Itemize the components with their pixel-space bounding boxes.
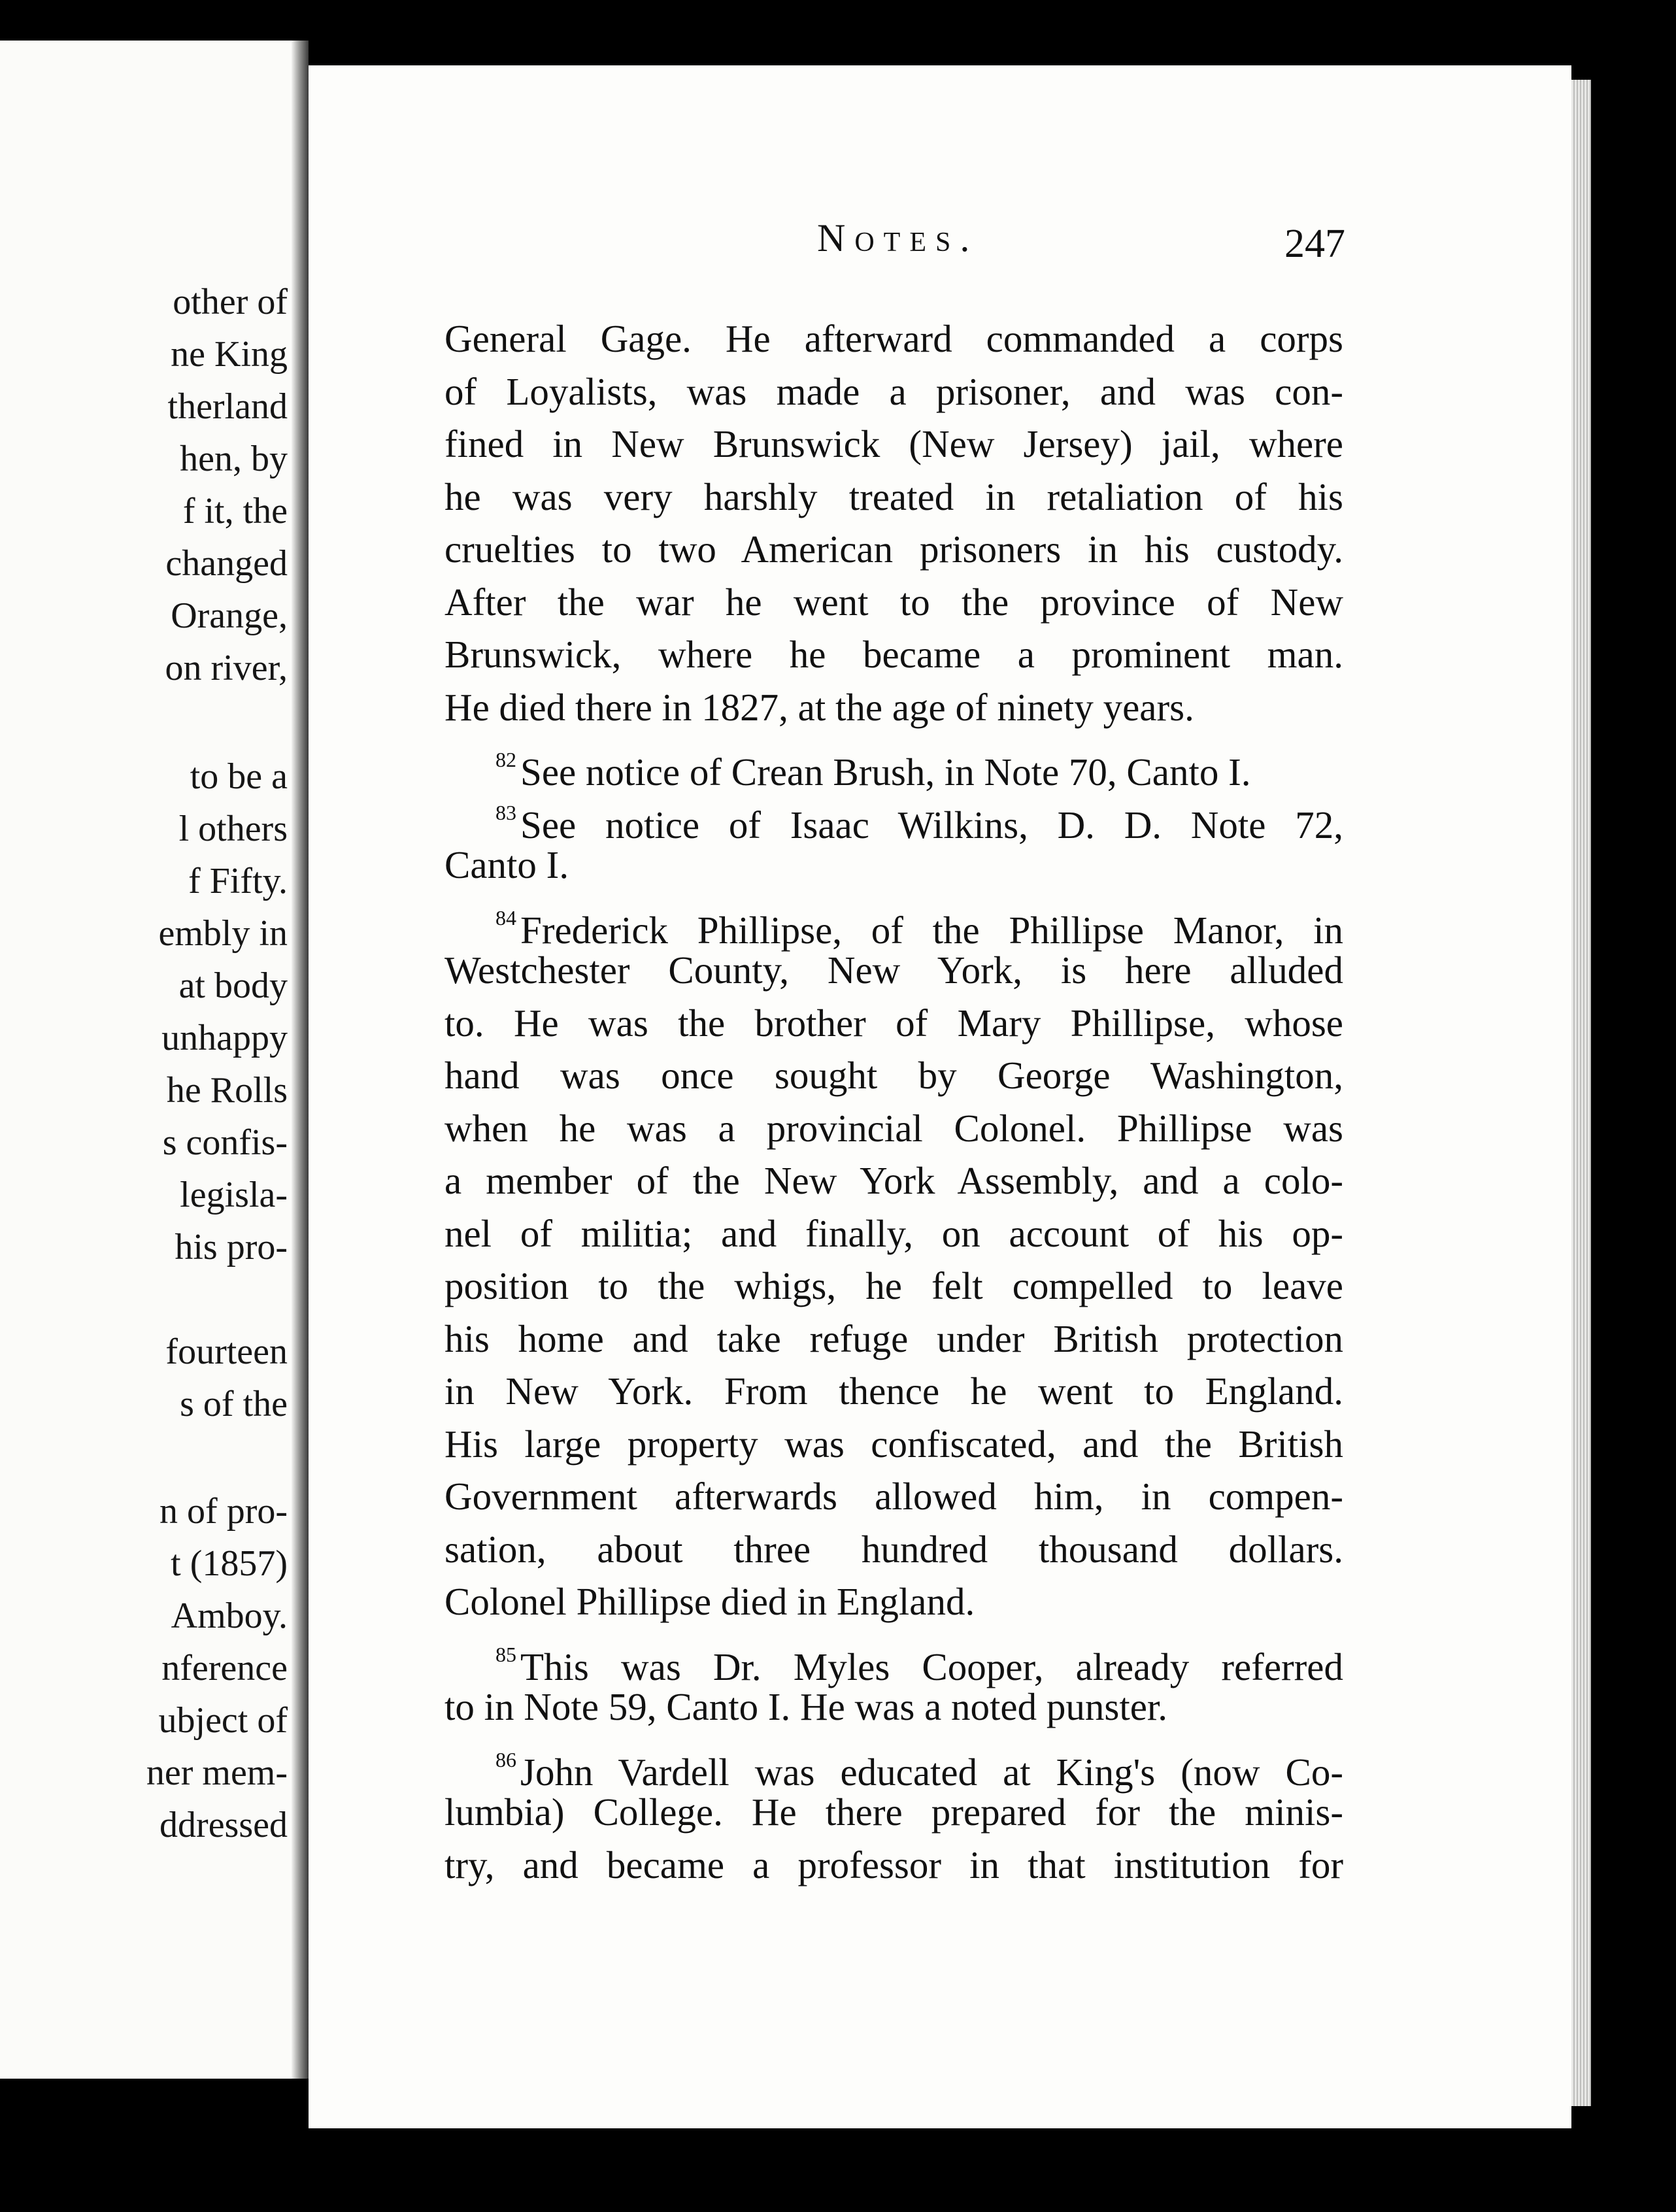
- facing-page-line: ddressed: [159, 1805, 288, 1845]
- line-text: Government afterwards allowed him, in compen-: [444, 1475, 1343, 1518]
- text-line: [444, 471, 1343, 524]
- footnote-start-line: [444, 1734, 1343, 1794]
- facing-page-line: at body: [178, 965, 288, 1006]
- facing-page-line: other of: [173, 282, 288, 322]
- footnote-start-line: [444, 892, 1343, 952]
- facing-page-line: changed: [165, 543, 288, 584]
- facing-page-line: Amboy.: [171, 1596, 288, 1636]
- footnote-start-line: [444, 1628, 1343, 1688]
- facing-page-line: ne King: [171, 334, 288, 375]
- line-text: try, and became a professor in that institution for: [444, 1843, 1343, 1886]
- facing-page-line: he Rolls: [166, 1070, 288, 1111]
- footnote-start-line: [444, 733, 1343, 794]
- facing-page-line: ubject of: [158, 1700, 288, 1741]
- text-line: [444, 1786, 1343, 1839]
- facing-page-line: to be a: [190, 756, 288, 797]
- text-line: [444, 681, 1343, 734]
- text-line: [444, 1681, 1343, 1734]
- gutter-shadow: [292, 41, 309, 2079]
- text-line: [444, 1207, 1343, 1260]
- facing-page-line: s confis-: [162, 1122, 288, 1163]
- line-text: of Loyalists, was made a prisoner, and was con-: [444, 369, 1343, 413]
- line-text: After the war he went to the province of New: [444, 580, 1343, 624]
- facing-page-line: Orange,: [171, 595, 288, 636]
- text-line: [444, 839, 1343, 892]
- line-text: See notice of Isaac Wilkins, D. D. Note 72,: [520, 803, 1343, 846]
- facing-page-line: his pro-: [175, 1227, 288, 1267]
- line-text: Frederick Phillipse, of the Phillipse Manor, in: [520, 908, 1343, 952]
- footnote-number: 84: [495, 905, 516, 930]
- facing-page-line: s of the: [180, 1384, 288, 1424]
- facing-page-line: t (1857): [171, 1543, 288, 1584]
- facing-page: [0, 41, 306, 2079]
- line-text: to. He was the brother of Mary Phillipse, whose: [444, 1001, 1343, 1045]
- footnote-start-line: [444, 786, 1343, 846]
- line-text: sation, about three hundred thousand dollars.: [444, 1527, 1343, 1571]
- footnote-number: 83: [495, 800, 516, 824]
- footnote-number: 86: [495, 1747, 516, 1771]
- line-text: to in Note 59, Canto I. He was a noted punster.: [444, 1685, 1168, 1728]
- line-text: a member of the New York Assembly, and a colo-: [444, 1159, 1343, 1202]
- line-text: he was very harshly treated in retaliation of his: [444, 475, 1343, 518]
- facing-page-line: therland: [167, 386, 288, 427]
- line-text: his home and take refuge under British protection: [444, 1316, 1343, 1360]
- text-line: [444, 576, 1343, 629]
- line-text: General Gage. He afterward commanded a corps: [444, 317, 1343, 360]
- line-text: Westchester County, New York, is here alluded: [444, 948, 1343, 992]
- text-line: [444, 523, 1343, 576]
- line-text: Colonel Phillipse died in England.: [444, 1580, 975, 1623]
- text-line: [444, 944, 1343, 997]
- text-line: [444, 1365, 1343, 1418]
- line-text: Brunswick, where he became a prominent man.: [444, 633, 1343, 676]
- line-text: lumbia) College. He there prepared for the minis-: [444, 1790, 1343, 1834]
- facing-page-line: n of pro-: [159, 1491, 288, 1532]
- text-line: [444, 1839, 1343, 1892]
- text-line: [444, 1154, 1343, 1207]
- text-line: [444, 997, 1343, 1050]
- line-text: when he was a provincial Colonel. Phillipse was: [444, 1106, 1343, 1150]
- text-line: [444, 1523, 1343, 1576]
- page-number: 247: [1284, 222, 1345, 266]
- facing-page-line: legisla-: [180, 1175, 288, 1215]
- facing-page-line: f Fifty.: [188, 861, 288, 901]
- facing-page-line: ner mem-: [146, 1752, 288, 1793]
- facing-page-line: nference: [161, 1648, 288, 1688]
- text-line: [444, 1260, 1343, 1313]
- line-text: fined in New Brunswick (New Jersey) jail, where: [444, 422, 1343, 465]
- text-line: [444, 1049, 1343, 1102]
- line-text: Canto I.: [444, 843, 569, 886]
- facing-page-line: fourteen: [165, 1332, 288, 1372]
- line-text: This was Dr. Myles Cooper, already referred: [520, 1645, 1343, 1688]
- text-line: [444, 365, 1343, 418]
- text-line: [444, 1575, 1343, 1628]
- text-line: [444, 1418, 1343, 1471]
- facing-page-line: unhappy: [161, 1018, 288, 1058]
- footnote-number: 82: [495, 748, 516, 771]
- text-line: [444, 628, 1343, 681]
- text-line: [444, 1102, 1343, 1155]
- line-text: nel of militia; and finally, on account of his op-: [444, 1211, 1343, 1255]
- footnote-number: 85: [495, 1642, 516, 1666]
- facing-page-line: hen, by: [180, 439, 288, 479]
- line-text: His large property was confiscated, and the British: [444, 1422, 1343, 1466]
- facing-page-line: embly in: [158, 913, 288, 954]
- line-text: position to the whigs, he felt compelled to leave: [444, 1264, 1343, 1307]
- text-line: [444, 1313, 1343, 1366]
- facing-page-line: l others: [178, 809, 288, 849]
- facing-page-line: f it, the: [182, 491, 288, 531]
- facing-page-line: on river,: [165, 648, 288, 688]
- notes-text: [444, 312, 1343, 1891]
- text-line: [444, 312, 1343, 365]
- line-text: John Vardell was educated at King's (now Co-: [520, 1750, 1343, 1794]
- line-text: hand was once sought by George Washington,: [444, 1054, 1343, 1097]
- page-edges: [1571, 80, 1591, 2106]
- line-text: He died there in 1827, at the age of ninety years.: [444, 685, 1194, 729]
- running-title: Notes.: [817, 216, 979, 260]
- line-text: cruelties to two American prisoners in his custody.: [444, 528, 1343, 571]
- line-text: in New York. From thence he went to England.: [444, 1369, 1343, 1413]
- text-line: [444, 418, 1343, 471]
- line-text: See notice of Crean Brush, in Note 70, Canto I.: [520, 750, 1251, 794]
- text-line: [444, 1470, 1343, 1523]
